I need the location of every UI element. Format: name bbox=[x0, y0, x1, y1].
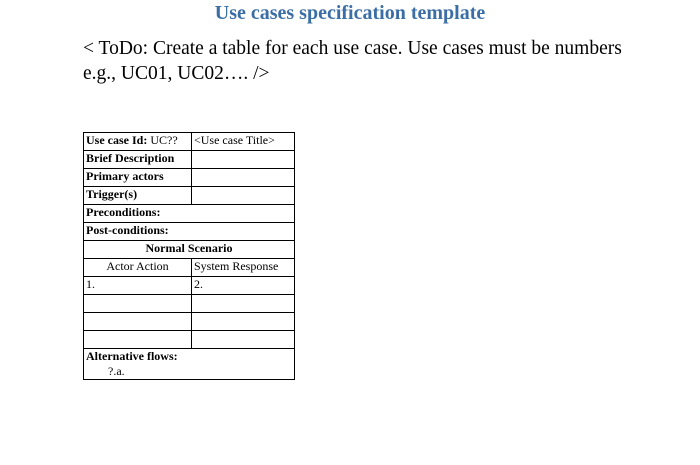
triggers-row bbox=[84, 187, 295, 205]
use-case-id-label: Use case Id: bbox=[86, 133, 148, 147]
brief-description-value bbox=[192, 151, 295, 169]
normal-scenario-heading: Normal Scenario bbox=[84, 241, 295, 259]
alternative-flow-item: ?.a. bbox=[108, 364, 125, 378]
preconditions-label: Preconditions: bbox=[84, 205, 295, 223]
postconditions-row bbox=[84, 223, 295, 241]
triggers-value bbox=[192, 187, 295, 205]
postconditions-label: Post-conditions: bbox=[84, 223, 295, 241]
scenario-step-row bbox=[84, 277, 295, 295]
actor-step-1: 1. bbox=[84, 277, 192, 295]
actor-action-header: Actor Action bbox=[84, 259, 192, 277]
use-case-id-value: UC?? bbox=[150, 133, 178, 147]
system-step-empty bbox=[192, 295, 295, 313]
brief-description-row bbox=[84, 151, 295, 169]
use-case-id-cell bbox=[84, 133, 192, 151]
actor-step-empty bbox=[84, 331, 192, 349]
brief-description-label: Brief Description bbox=[84, 151, 192, 169]
alternative-flows-cell bbox=[84, 349, 295, 380]
scenario-step-row bbox=[84, 331, 295, 349]
primary-actors-value bbox=[192, 169, 295, 187]
alternative-flows-row bbox=[84, 349, 295, 380]
actor-step-empty bbox=[84, 313, 192, 331]
scenario-step-row bbox=[84, 313, 295, 331]
primary-actors-row bbox=[84, 169, 295, 187]
primary-actors-label: Primary actors bbox=[84, 169, 192, 187]
todo-instruction: < ToDo: Create a table for each use case. Use cases must be numbers e.g., UC01, UC02…. /> bbox=[83, 38, 622, 84]
use-case-id-row bbox=[84, 133, 295, 151]
alternative-flows-label: Alternative flows: bbox=[86, 349, 178, 363]
system-step-2: 2. bbox=[192, 277, 295, 295]
use-case-table bbox=[83, 132, 295, 380]
use-case-title-cell: <Use case Title> bbox=[192, 133, 295, 151]
normal-scenario-row bbox=[84, 241, 295, 259]
triggers-label: Trigger(s) bbox=[84, 187, 192, 205]
scenario-header-row bbox=[84, 259, 295, 277]
system-step-empty bbox=[192, 313, 295, 331]
page-title: Use cases specification template bbox=[214, 2, 486, 24]
system-step-empty bbox=[192, 331, 295, 349]
preconditions-row bbox=[84, 205, 295, 223]
actor-step-empty bbox=[84, 295, 192, 313]
system-response-header: System Response bbox=[192, 259, 295, 277]
scenario-step-row bbox=[84, 295, 295, 313]
